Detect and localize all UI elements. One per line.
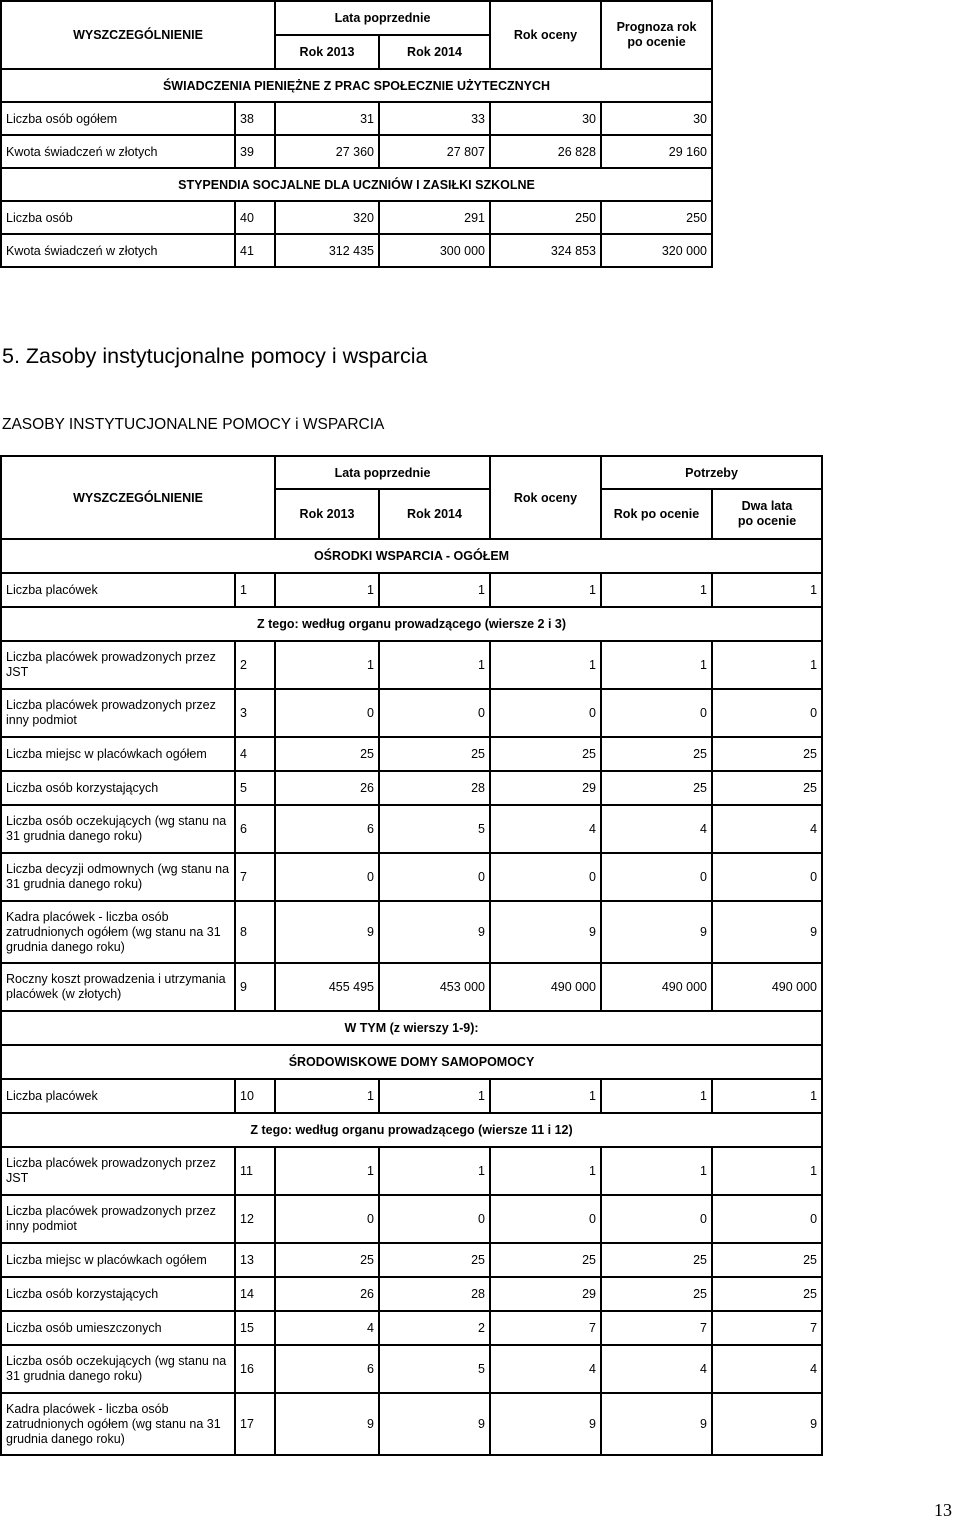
row-number: 17 — [235, 1393, 275, 1455]
value-next-year: 25 — [601, 737, 712, 771]
section-row — [1, 1113, 822, 1147]
value-two-years: 9 — [712, 901, 822, 963]
row-number: 15 — [235, 1311, 275, 1345]
value-2013: 320 — [275, 201, 379, 234]
value-next-year: 1 — [601, 1147, 712, 1195]
row-label: Liczba osób korzystających — [1, 771, 235, 805]
value-two-years: 1 — [712, 1079, 822, 1113]
value-2013: 25 — [275, 737, 379, 771]
row-label: Liczba osób oczekujących (wg stanu na 31 grudnia danego roku) — [1, 1345, 235, 1393]
row-number: 38 — [235, 102, 275, 135]
value-eval-year: 490 000 — [490, 963, 601, 1011]
table-row — [1, 1393, 822, 1455]
value-two-years: 0 — [712, 689, 822, 737]
section-row — [1, 1011, 822, 1045]
value-two-years: 25 — [712, 771, 822, 805]
section-title: ŚWIADCZENIA PIENIĘŻNE Z PRAC SPOŁECZNIE UŻYTECZNYCH — [1, 69, 712, 102]
row-label: Liczba placówek prowadzonych przez JST — [1, 641, 235, 689]
table-row — [1, 201, 712, 234]
year-2013-header: Rok 2013 — [275, 489, 379, 539]
value-eval-year: 1 — [490, 641, 601, 689]
value-next-year: 7 — [601, 1311, 712, 1345]
value-2014: 0 — [379, 1195, 490, 1243]
row-label: Liczba placówek prowadzonych przez inny podmiot — [1, 1195, 235, 1243]
value-next-year: 1 — [601, 1079, 712, 1113]
value-2014: 25 — [379, 737, 490, 771]
value-2013: 0 — [275, 1195, 379, 1243]
row-number: 13 — [235, 1243, 275, 1277]
row-label: Kadra placówek - liczba osób zatrudnionych ogółem (wg stanu na 31 grudnia danego roku) — [1, 901, 235, 963]
table-row — [1, 805, 822, 853]
table-row — [1, 901, 822, 963]
table-row — [1, 689, 822, 737]
value-next-year: 25 — [601, 1243, 712, 1277]
value-two-years: 7 — [712, 1311, 822, 1345]
value-eval-year: 4 — [490, 805, 601, 853]
value-two-years: 25 — [712, 1243, 822, 1277]
table-row — [1, 1147, 822, 1195]
value-two-years: 0 — [712, 853, 822, 901]
row-number: 41 — [235, 234, 275, 267]
value-eval-year: 0 — [490, 1195, 601, 1243]
value-eval-year: 25 — [490, 1243, 601, 1277]
value-next-year: 490 000 — [601, 963, 712, 1011]
value-2013: 1 — [275, 573, 379, 607]
row-label: Liczba osób korzystających — [1, 1277, 235, 1311]
section-row — [1, 607, 822, 641]
value-2013: 26 — [275, 771, 379, 805]
value-2014: 5 — [379, 1345, 490, 1393]
table-row — [1, 1195, 822, 1243]
value-next-year: 0 — [601, 853, 712, 901]
value-two-years: 4 — [712, 1345, 822, 1393]
row-label: Kwota świadczeń w złotych — [1, 135, 235, 168]
value-eval-year: 250 — [490, 201, 601, 234]
row-number: 9 — [235, 963, 275, 1011]
row-label: Liczba placówek — [1, 573, 235, 607]
subheading: ZASOBY INSTYTUCJONALNE POMOCY i WSPARCIA — [2, 416, 385, 433]
table-row — [1, 1345, 822, 1393]
row-number: 40 — [235, 201, 275, 234]
row-label: Liczba osób — [1, 201, 235, 234]
row-number: 11 — [235, 1147, 275, 1195]
value-2013: 1 — [275, 641, 379, 689]
row-number: 8 — [235, 901, 275, 963]
value-2013: 1 — [275, 1147, 379, 1195]
value-2013: 0 — [275, 689, 379, 737]
value-next-year: 0 — [601, 1195, 712, 1243]
value-two-years: 1 — [712, 641, 822, 689]
row-number: 10 — [235, 1079, 275, 1113]
value-two-years: 1 — [712, 1147, 822, 1195]
row-number: 16 — [235, 1345, 275, 1393]
value-2013: 9 — [275, 1393, 379, 1455]
value-2014: 5 — [379, 805, 490, 853]
next-year-header: Rok po ocenie — [601, 489, 712, 539]
section-title: Z tego: według organu prowadzącego (wiersze 2 i 3) — [1, 607, 822, 641]
eval-year-header: Rok oceny — [490, 456, 601, 539]
row-number: 7 — [235, 853, 275, 901]
value-next-year: 4 — [601, 805, 712, 853]
value-2013: 27 360 — [275, 135, 379, 168]
value-next-year: 0 — [601, 689, 712, 737]
value-forecast: 30 — [601, 102, 712, 135]
section-heading: 5. Zasoby instytucjonalne pomocy i wsparcia — [2, 344, 428, 368]
row-number: 3 — [235, 689, 275, 737]
row-number: 1 — [235, 573, 275, 607]
institutional-table-body — [1, 539, 822, 1455]
value-eval-year: 29 — [490, 771, 601, 805]
value-2014: 0 — [379, 853, 490, 901]
section-row — [1, 1045, 822, 1079]
row-label: Liczba osób umieszczonych — [1, 1311, 235, 1345]
needs-header: Potrzeby — [601, 456, 822, 489]
value-2013: 455 495 — [275, 963, 379, 1011]
value-2014: 33 — [379, 102, 490, 135]
value-2014: 0 — [379, 689, 490, 737]
value-2013: 6 — [275, 805, 379, 853]
value-2013: 26 — [275, 1277, 379, 1311]
row-number: 4 — [235, 737, 275, 771]
value-eval-year: 9 — [490, 901, 601, 963]
value-2014: 1 — [379, 1079, 490, 1113]
value-forecast: 320 000 — [601, 234, 712, 267]
value-2014: 453 000 — [379, 963, 490, 1011]
value-eval-year: 26 828 — [490, 135, 601, 168]
section-title: OŚRODKI WSPARCIA - OGÓŁEM — [1, 539, 822, 573]
row-number: 2 — [235, 641, 275, 689]
row-number: 12 — [235, 1195, 275, 1243]
value-forecast: 250 — [601, 201, 712, 234]
section-title: STYPENDIA SOCJALNE DLA UCZNIÓW I ZASIŁKI SZKOLNE — [1, 168, 712, 201]
value-eval-year: 7 — [490, 1311, 601, 1345]
table-row — [1, 102, 712, 135]
row-label: Liczba placówek — [1, 1079, 235, 1113]
eval-year-header: Rok oceny — [490, 1, 601, 69]
value-2013: 6 — [275, 1345, 379, 1393]
value-eval-year: 1 — [490, 573, 601, 607]
value-2014: 2 — [379, 1311, 490, 1345]
row-label: Liczba placówek prowadzonych przez inny podmiot — [1, 689, 235, 737]
year-2014-header: Rok 2014 — [379, 489, 490, 539]
two-years-header: Dwa lata po ocenie — [712, 489, 822, 539]
table-row — [1, 963, 822, 1011]
value-2014: 9 — [379, 1393, 490, 1455]
table-row — [1, 1311, 822, 1345]
value-next-year: 25 — [601, 771, 712, 805]
value-eval-year: 29 — [490, 1277, 601, 1311]
table-row — [1, 135, 712, 168]
row-label: Liczba miejsc w placówkach ogółem — [1, 737, 235, 771]
row-label: Kadra placówek - liczba osób zatrudnionych ogółem (wg stanu na 31 grudnia danego roku) — [1, 1393, 235, 1455]
item-header: WYSZCZEGÓLNIENIE — [1, 456, 275, 539]
value-forecast: 29 160 — [601, 135, 712, 168]
value-2014: 291 — [379, 201, 490, 234]
table-row — [1, 1079, 822, 1113]
value-eval-year: 0 — [490, 689, 601, 737]
section-title: ŚRODOWISKOWE DOMY SAMOPOMOCY — [1, 1045, 822, 1079]
value-2014: 1 — [379, 641, 490, 689]
table-row — [1, 771, 822, 805]
value-two-years: 25 — [712, 1277, 822, 1311]
year-2013-header: Rok 2013 — [275, 35, 379, 69]
table-row — [1, 234, 712, 267]
value-2013: 25 — [275, 1243, 379, 1277]
row-number: 6 — [235, 805, 275, 853]
value-next-year: 1 — [601, 641, 712, 689]
prev-years-header: Lata poprzednie — [275, 1, 490, 35]
page-number: 13 — [934, 1500, 952, 1520]
section-title: Z tego: według organu prowadzącego (wiersze 11 i 12) — [1, 1113, 822, 1147]
value-next-year: 9 — [601, 1393, 712, 1455]
value-next-year: 25 — [601, 1277, 712, 1311]
value-2014: 27 807 — [379, 135, 490, 168]
value-next-year: 9 — [601, 901, 712, 963]
row-number: 5 — [235, 771, 275, 805]
value-2014: 300 000 — [379, 234, 490, 267]
value-eval-year: 1 — [490, 1147, 601, 1195]
row-label: Liczba osób ogółem — [1, 102, 235, 135]
value-2013: 4 — [275, 1311, 379, 1345]
value-next-year: 4 — [601, 1345, 712, 1393]
section-title: W TYM (z wierszy 1-9): — [1, 1011, 822, 1045]
value-eval-year: 1 — [490, 1079, 601, 1113]
value-2013: 1 — [275, 1079, 379, 1113]
value-2014: 1 — [379, 573, 490, 607]
item-header: WYSZCZEGÓLNIENIE — [1, 1, 275, 69]
row-label: Liczba osób oczekujących (wg stanu na 31 grudnia danego roku) — [1, 805, 235, 853]
section-row — [1, 168, 712, 201]
table-row — [1, 737, 822, 771]
value-two-years: 9 — [712, 1393, 822, 1455]
row-label: Roczny koszt prowadzenia i utrzymania placówek (w złotych) — [1, 963, 235, 1011]
value-eval-year: 4 — [490, 1345, 601, 1393]
value-2014: 25 — [379, 1243, 490, 1277]
value-2014: 1 — [379, 1147, 490, 1195]
row-number: 14 — [235, 1277, 275, 1311]
value-2013: 0 — [275, 853, 379, 901]
section-row — [1, 69, 712, 102]
table-row — [1, 1277, 822, 1311]
value-eval-year: 30 — [490, 102, 601, 135]
benefits-table — [0, 0, 713, 268]
table-row — [1, 853, 822, 901]
value-next-year: 1 — [601, 573, 712, 607]
value-eval-year: 9 — [490, 1393, 601, 1455]
value-eval-year: 25 — [490, 737, 601, 771]
value-eval-year: 324 853 — [490, 234, 601, 267]
value-two-years: 25 — [712, 737, 822, 771]
year-2014-header: Rok 2014 — [379, 35, 490, 69]
table-row — [1, 573, 822, 607]
benefits-table-body — [1, 69, 712, 267]
institutional-resources-table — [0, 455, 823, 1456]
value-2014: 28 — [379, 1277, 490, 1311]
value-two-years: 1 — [712, 573, 822, 607]
row-label: Liczba decyzji odmownych (wg stanu na 31 grudnia danego roku) — [1, 853, 235, 901]
section-row — [1, 539, 822, 573]
table-row — [1, 1243, 822, 1277]
prev-years-header: Lata poprzednie — [275, 456, 490, 489]
forecast-header: Prognoza rok po ocenie — [601, 1, 712, 69]
row-label: Kwota świadczeń w złotych — [1, 234, 235, 267]
row-label: Liczba miejsc w placówkach ogółem — [1, 1243, 235, 1277]
value-two-years: 490 000 — [712, 963, 822, 1011]
value-two-years: 0 — [712, 1195, 822, 1243]
table-row — [1, 641, 822, 689]
row-label: Liczba placówek prowadzonych przez JST — [1, 1147, 235, 1195]
value-two-years: 4 — [712, 805, 822, 853]
value-2014: 28 — [379, 771, 490, 805]
value-2013: 31 — [275, 102, 379, 135]
value-2013: 312 435 — [275, 234, 379, 267]
value-eval-year: 0 — [490, 853, 601, 901]
row-number: 39 — [235, 135, 275, 168]
value-2013: 9 — [275, 901, 379, 963]
value-2014: 9 — [379, 901, 490, 963]
